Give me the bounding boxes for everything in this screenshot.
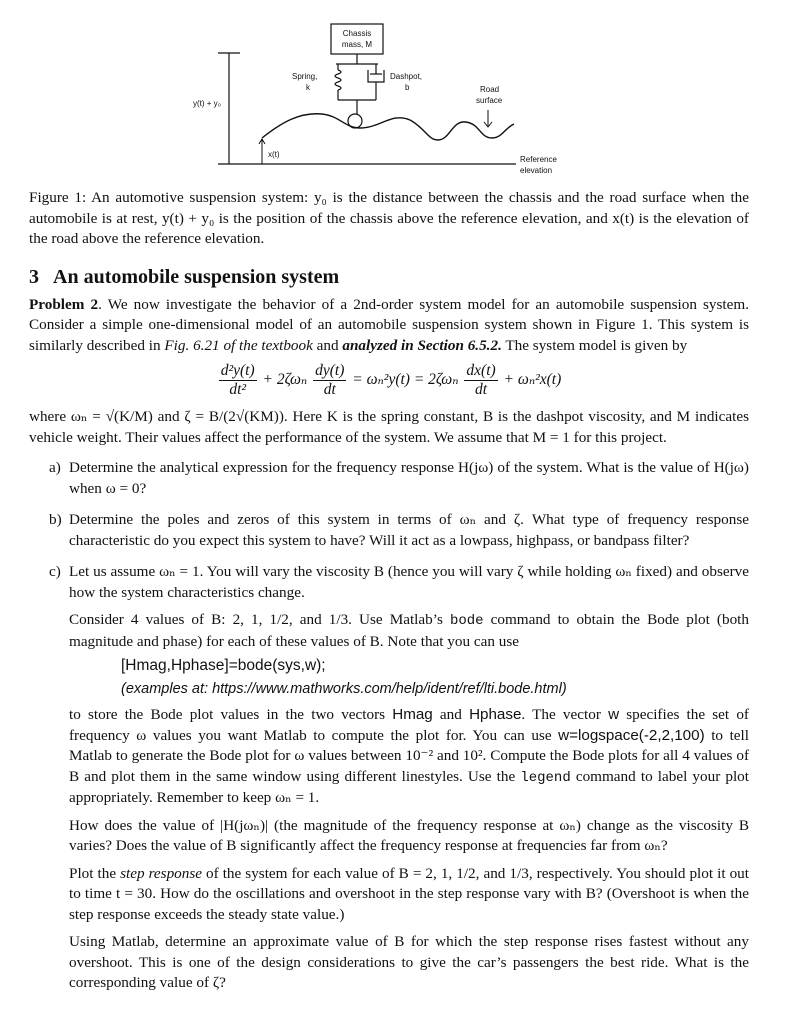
chassis-label-1: Chassis	[342, 29, 372, 38]
code-line: [Hmag,Hphase]=bode(sys,w);	[121, 657, 326, 674]
dashpot-label-2: b	[405, 83, 410, 92]
paper-body	[29, 188, 749, 1005]
c-paragraph-2: to store the Bode plot values in the two vectors Hmag and Hphase. The vector w specifies the set of frequency ω values you want Matlab to compute the plot for. You can use w=logspace(-2,2,100) to tell Matlab to generate the Bode plot for ω values between 10⁻² and 10². Compute the Bode plots for all 4 values of B and plot them in the same window using different linestyles. Use the legend command to label your plot appropriately. Remember to keep ωₙ = 1.	[69, 706, 749, 806]
c-paragraph-1: Consider 4 values of B: 2, 1, 1/2, and 1/3. Use Matlab’s bode command to obtain the Bode plot (both magnitude and phase) for each of these values of B. Note that you can use	[69, 611, 749, 650]
spring-icon	[335, 64, 341, 100]
road-label-1: Road	[480, 85, 500, 94]
ref-label-2: elevation	[520, 166, 553, 175]
section-number: 3	[29, 265, 39, 288]
system-equation: $\frac{\text{d²y(t)}}{\text{dt²}}$ + 2ζωₙ $\frac{dy(t)}{dt}$ = ωₙ²y(t) = 2ζωₙ $\frac{dx(t)}{dt}$ + ωₙ²x(t)	[220, 362, 562, 398]
where-paragraph: where ωₙ = √(K/M) and ζ = B/(2√(KM)). Here K is the spring constant, B is the dashpot viscosity, and M indicates vehicle weight. Their values affect the performance of the system. We assume that M = 1 for this project.	[29, 408, 749, 446]
spring-label-2: k	[306, 83, 310, 92]
figure-reference: Fig. 6.21 of the textbook	[164, 336, 313, 354]
c-paragraph-3: How does the value of |H(jωₙ)| (the magnitude of the frequency response at ωₙ) change as the viscosity B varies? Does the value of B significantly affect the frequency response at frequencies far from ωₙ?	[69, 816, 749, 854]
spring-label-1: Spring,	[292, 72, 318, 81]
c-paragraph-5: Using Matlab, determine an approximate value of B for which the step response rises fastest without any overshoot. This is one of the design considerations to give the car’s passengers the best ride. What is the corresponding value of ζ?	[69, 933, 749, 991]
suspension-figure	[0, 0, 807, 185]
section-title: An automobile suspension system	[53, 265, 340, 288]
suspension-diagram	[0, 0, 807, 185]
section-reference: analyzed in Section 6.5.2.	[342, 336, 502, 354]
c-paragraph-4: Plot the step response of the system for each value of B = 2, 1, 1/2, and 1/3, respectively. You should plot it out to time t = 30. How do the oscillations and overshoot in the step response vary with B? (Overshoot is when the step response exceeds the steady state value.)	[69, 864, 749, 923]
road-label-2: surface	[476, 96, 503, 105]
road-surface-curve	[262, 114, 514, 140]
problem-label: Problem 2	[29, 295, 99, 313]
dashpot-label-1: Dashpot,	[390, 72, 423, 81]
list-item: b) Determine the poles and zeros of this system in terms of ωₙ and ζ. What type of frequency response characteristic do you expect this system to have? Will it act as a lowpass, highpass, or bandpass filter?	[49, 511, 749, 549]
list-item: a) Determine the analytical expression for the frequency response H(jω) of the system. What is the value of H(jω) when ω = 0?	[49, 459, 749, 497]
section-heading	[29, 266, 749, 289]
question-list	[29, 458, 749, 994]
list-item: c) Let us assume ωₙ = 1. You will vary the viscosity B (hence you will vary ζ while holding ωₙ fixed) and observe how the system characteristics change. Consider 4 values of B: 2, 1, 1/2, and 1/3. Use Matlab’s bode command to obtain the Bode plot (both magnitude and phase) for each of these values of B. Note that you can use [Hmag,Hphase]=bode(sys,w); (examples at: https://www.mathworks.com/help/ident/ref/lti.bode.html) to store the Bode plot values in the two vectors Hmag and Hphase. The vector w specifies the set of frequency ω values you want Matlab to compute the plot for. You can use w=logspace(-2,2,100) to tell Matlab to generate the Bode plot for ω values between 10⁻² and 10². Compute the Bode plots for all 4 values of B and plot them in the same window using different linestyles. Use the legend command to label your plot appropriately. Remember to keep ωₙ = 1. How does the value of |H(jωₙ)| (the magnitude of the frequency response at ωₙ) change as the viscosity B varies? Does the value of B significantly affect the frequency response at frequencies far from ωₙ? Plot the step response of the system for each value of B = 2, 1, 1/2, and 1/3, respectively. You should plot it out to time t = 30. How do the oscillations and overshoot in the step response vary with B? (Overshoot is when the step response exceeds the steady state value.) Using Matlab, determine an approximate value of B for which the step response rises fastest without any overshoot. This is one of the design considerations to give the car’s passengers the best ride. What is the corresponding value of ζ?	[29, 562, 749, 994]
ref-label-1: Reference	[520, 155, 557, 164]
y-label: y(t) + y₀	[193, 99, 221, 108]
problem-intro: Problem 2. We now investigate the behavior of a 2nd-order system model for an automobile suspension system. Consider a simple one-dimensional model of an automobile suspension system shown in Figure 1. This system is similarly described in Fig. 6.21 of the textbook and analyzed in Section 6.5.2. The system model is given by	[29, 295, 749, 354]
figure-caption: Figure 1: An automotive suspension system: y₀ is the distance between the chassis and the road surface when the automobile is at rest, y(t) + y₀ is the position of the chassis above the reference elevation, and x(t) is the elevation of the road above the reference elevation.	[29, 189, 749, 247]
x-label: x(t)	[268, 150, 280, 159]
chassis-label-2: mass, M	[341, 40, 373, 49]
code-note: (examples at: https://www.mathworks.com/help/ident/ref/lti.bode.html)	[121, 680, 567, 697]
dashpot-icon	[368, 64, 384, 100]
